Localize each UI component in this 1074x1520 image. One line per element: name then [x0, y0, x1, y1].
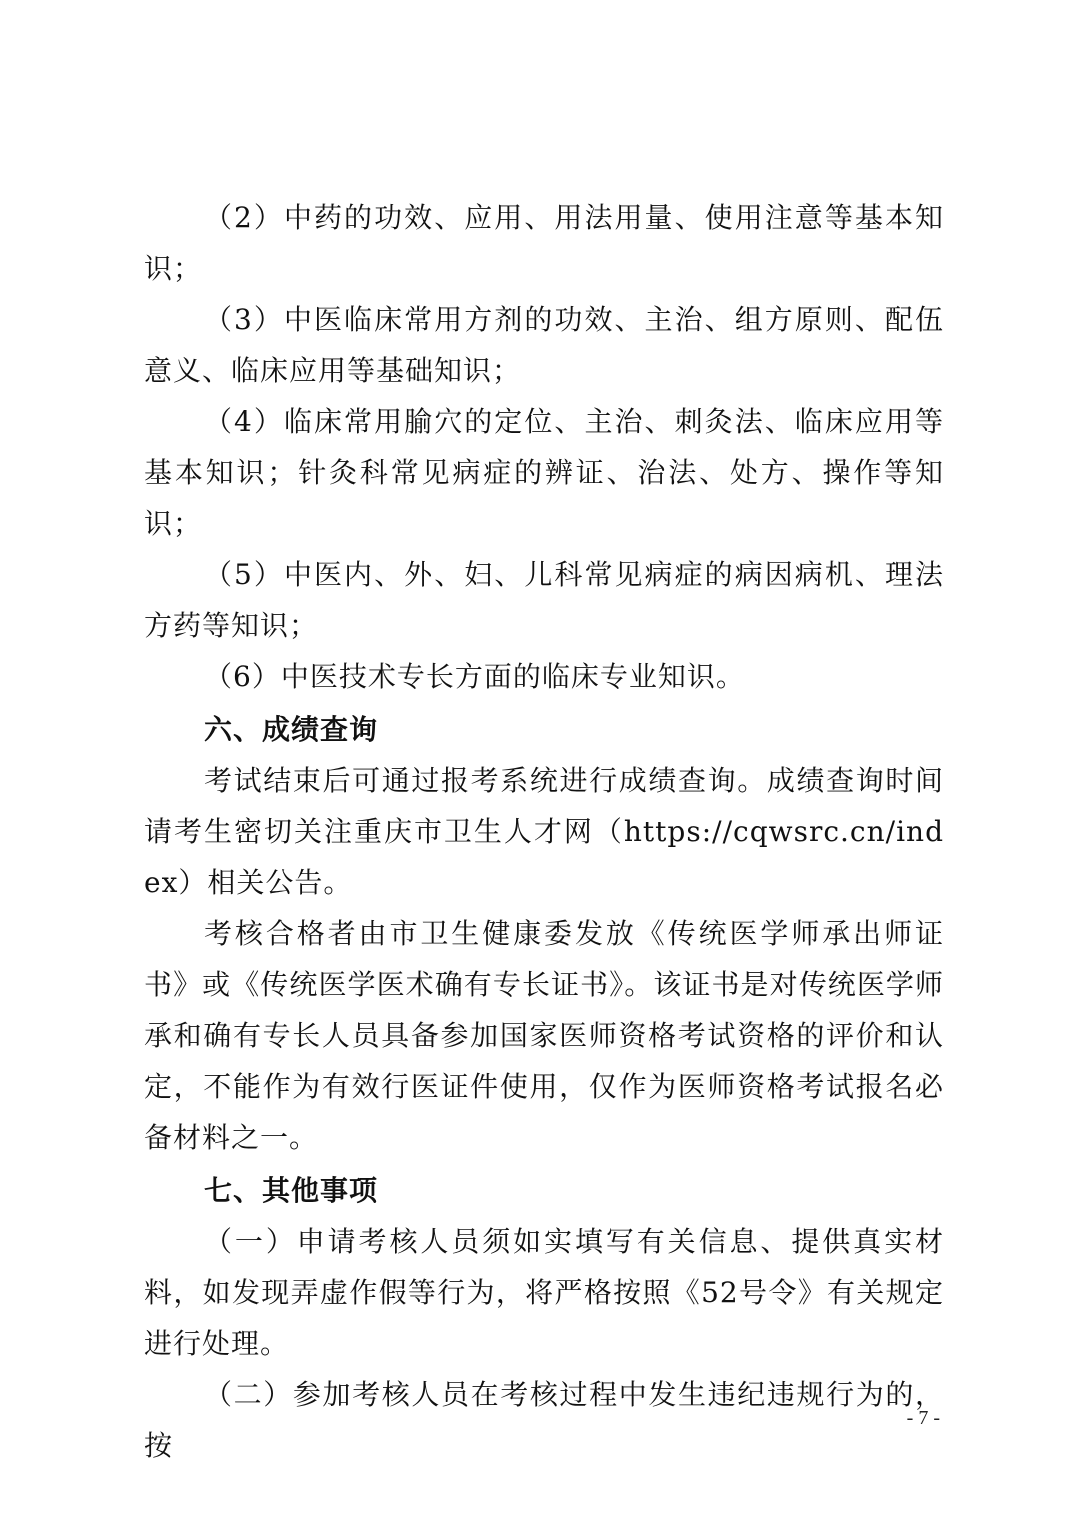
knowledge-item-6: （6）中医技术专长方面的临床专业知识。 [204, 660, 745, 693]
other-matters-item-1: （一）申请考核人员须如实填写有关信息、提供真实材料，如发现弄虚作假等行为，将严格按照《52号令》有关规定进行处理。 [144, 1225, 944, 1360]
knowledge-item-5: （5）中医内、外、妇、儿科常见病症的病因病机、理法方药等知识； [144, 558, 944, 642]
other-matters-item-2: （二）参加考核人员在考核过程中发生违纪违规行为的，按 [144, 1378, 944, 1462]
section-heading-other-matters: 七、其他事项 [204, 1174, 379, 1207]
score-query-paragraph: 考试结束后可通过报考系统进行成绩查询。成绩查询时间请考生密切关注重庆市卫生人才网（https://cqwsrc.cn/index）相关公告。 [144, 764, 944, 899]
page-content [144, 192, 944, 1471]
page-number: - 7 - [906, 1407, 940, 1429]
knowledge-item-2: （2）中药的功效、应用、用法用量、使用注意等基本知识； [144, 201, 944, 285]
knowledge-item-4: （4）临床常用腧穴的定位、主治、刺灸法、临床应用等基本知识；针灸科常见病症的辨证、治法、处方、操作等知识； [144, 405, 944, 540]
section-heading-score-query: 六、成绩查询 [204, 713, 379, 746]
certificate-paragraph: 考核合格者由市卫生健康委发放《传统医学师承出师证书》或《传统医学医术确有专长证书》。该证书是对传统医学师承和确有专长人员具备参加国家医师资格考试资格的评价和认定，不能作为有效行医证件使用，仅作为医师资格考试报名必备材料之一。 [144, 917, 944, 1154]
knowledge-item-3: （3）中医临床常用方剂的功效、主治、组方原则、配伍意义、临床应用等基础知识； [144, 303, 944, 387]
